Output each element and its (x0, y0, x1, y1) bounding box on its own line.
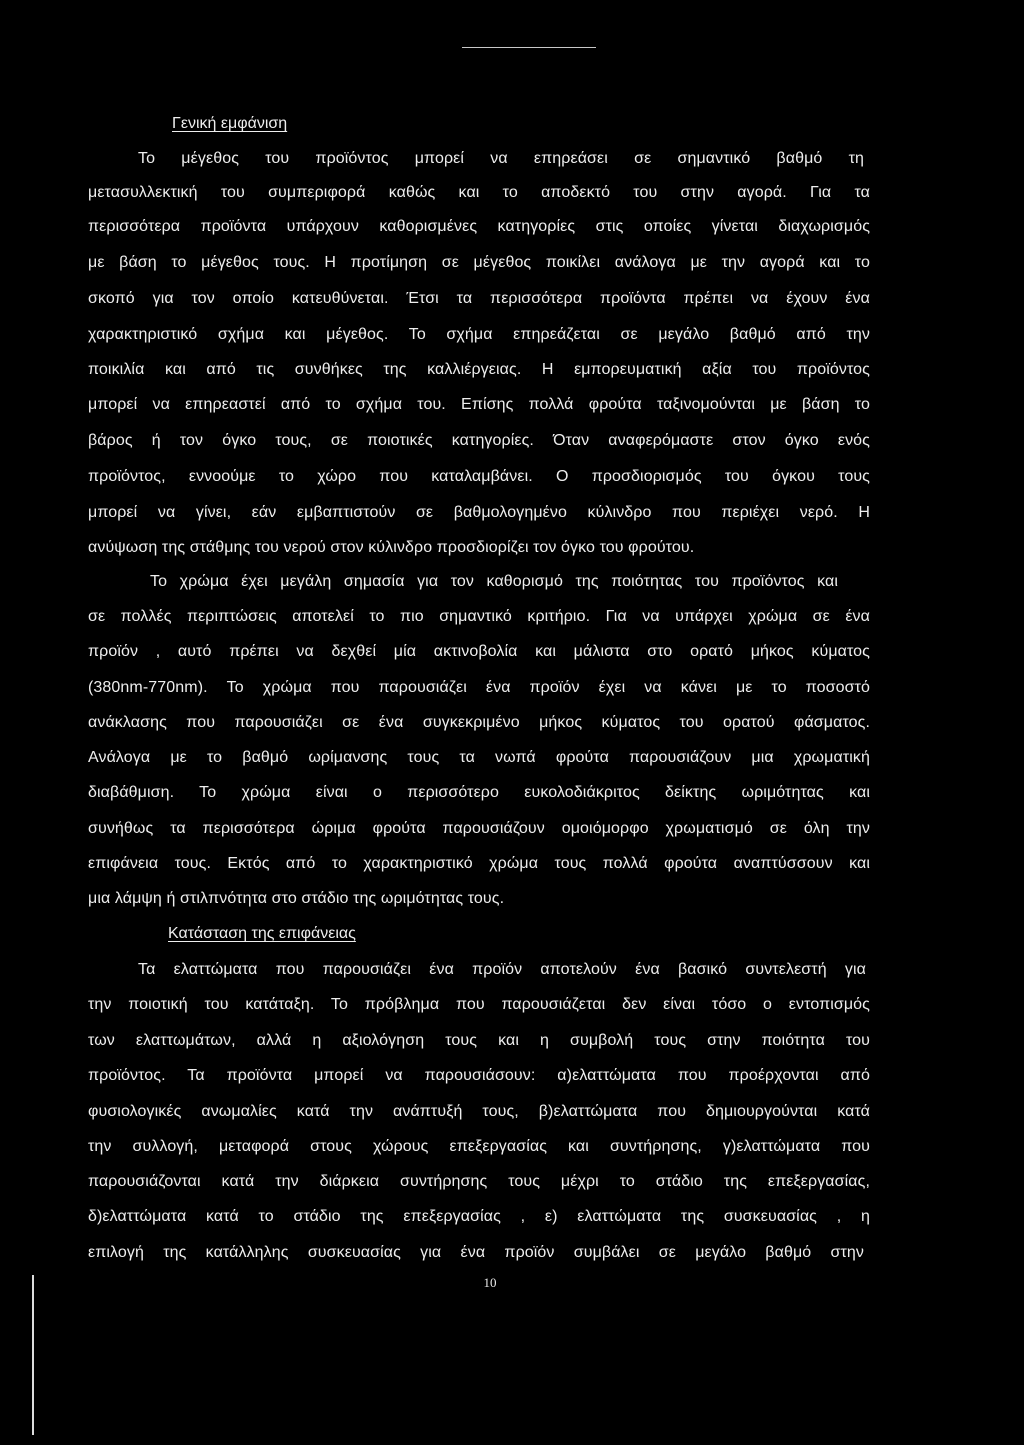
paragraph-size-line: ανύψωση της στάθμης του νερού στον κύλινδρο προσδιορίζει τον όγκο του φρούτου. (88, 539, 695, 556)
paragraph-surface-line: την ποιοτική του κατάταξη. Το πρόβλημα που παρουσιάζεται δεν είναι τόσο ο εντοπισμός (88, 996, 870, 1013)
paragraph-color-line: επιφάνεια τους. Εκτός από το χαρακτηριστικό χρώμα τους πολλά φρούτα αναπτύσσουν και (88, 855, 870, 872)
paragraph-color-line: Το χρώμα έχει μεγάλη σημασία για τον καθορισμό της ποιότητας του προϊόντος και (150, 573, 838, 590)
paragraph-color-line: διαβάθμιση. Το χρώμα είναι ο περισσότερο ευκολοδιάκριτος δείκτης ωριμότητας και (88, 784, 870, 801)
top-rule (462, 47, 596, 48)
paragraph-size-line: Το μέγεθος του προϊόντος μπορεί να επηρεάσει σε σημαντικό βαθμό τη (138, 150, 864, 167)
paragraph-surface-line: παρουσιάζονται κατά την διάρκεια συντήρησης τους μέχρι το στάδιο της επεξεργασίας, (88, 1173, 870, 1190)
paragraph-size-line: μπορεί να γίνει, εάν εμβαπτιστούν σε βαθμολογημένο κύλινδρο που περιέχει νερό. Η (88, 504, 870, 521)
paragraph-size-line: χαρακτηριστικό σχήμα και μέγεθος. Το σχήμα επηρεάζεται σε μεγάλο βαθμό από την (88, 326, 870, 343)
paragraph-size-line: περισσότερα προϊόντα υπάρχουν καθορισμένες κατηγορίες στις οποίες γίνεται διαχωρισμός (88, 218, 870, 235)
paragraph-size-line: βάρος ή τον όγκο τους, σε ποιοτικές κατηγορίες. Όταν αναφερόμαστε στον όγκο ενός (88, 432, 870, 449)
paragraph-surface-line: των ελαττωμάτων, αλλά η αξιολόγηση τους και η συμβολή τους στην ποιότητα του (88, 1032, 870, 1049)
paragraph-color-line: προϊόν , αυτό πρέπει να δεχθεί μία ακτινοβολία και μάλιστα στο ορατό μήκος κύματος (88, 643, 870, 660)
paragraph-size-line: με βάση το μέγεθος τους. Η προτίμηση σε μέγεθος ποικίλει ανάλογα με την αγορά και το (88, 254, 870, 271)
paragraph-color-line: ανάκλασης που παρουσιάζει σε ένα συγκεκριμένο μήκος κύματος του ορατού φάσματος. (88, 714, 870, 731)
page-number: 10 (483, 1275, 497, 1290)
paragraph-surface-line: προϊόντος. Τα προϊόντα μπορεί να παρουσιάσουν: α)ελαττώματα που προέρχονται από (88, 1067, 870, 1084)
paragraph-size-line: μπορεί να επηρεαστεί από το σχήμα του. Επίσης πολλά φρούτα ταξινομούνται με βάση το (88, 396, 870, 413)
paragraph-surface-line: επιλογή της κατάλληλης συσκευασίας για ένα προϊόν συμβάλει σε μεγάλο βαθμό στην (88, 1244, 864, 1261)
paragraph-surface-line: δ)ελαττώματα κατά το στάδιο της επεξεργασίας , ε) ελαττώματα της συσκευασίας , η (88, 1208, 870, 1225)
paragraph-size-line: σκοπό για τον οποίο κατευθύνεται. Έτσι τα περισσότερα προϊόντα πρέπει να έχουν ένα (88, 290, 870, 307)
heading-general-appearance: Γενική εμφάνιση (172, 115, 288, 132)
paragraph-surface-line: την συλλογή, μεταφορά στους χώρους επεξεργασίας και συντήρησης, γ)ελαττώματα που (88, 1138, 870, 1155)
margin-bar (32, 1275, 34, 1435)
heading-surface-condition: Κατάσταση της επιφάνειας (168, 925, 356, 942)
paragraph-surface-line: Τα ελαττώματα που παρουσιάζει ένα προϊόν αποτελούν ένα βασικό συντελεστή για (138, 961, 866, 978)
paragraph-color-line: συνήθως τα περισσότερα ώριμα φρούτα παρουσιάζουν ομοιόμορφο χρωματισμό σε όλη την (88, 820, 870, 837)
paragraph-size-line: ποικιλία και από τις συνθήκες της καλλιέργειας. Η εμπορευματική αξία του προϊόντος (88, 361, 870, 378)
paragraph-size-line: μετασυλλεκτική του συμπεριφορά καθώς και το αποδεκτό του στην αγορά. Για τα (88, 184, 870, 201)
paragraph-color-line: (380nm-770nm). Το χρώμα που παρουσιάζει ένα προϊόν έχει να κάνει με το ποσοστό (88, 679, 870, 696)
paragraph-color-line: Ανάλογα με το βαθμό ωρίμανσης τους τα νωπά φρούτα παρουσιάζουν μια χρωματική (88, 749, 870, 766)
paragraph-size-line: προϊόντος, εννοούμε το χώρο που καταλαμβάνει. Ο προσδιορισμός του όγκου τους (88, 468, 870, 485)
paragraph-color-line: σε πολλές περιπτώσεις αποτελεί το πιο σημαντικό κριτήριο. Για να υπάρχει χρώμα σε ένα (88, 608, 870, 625)
paragraph-surface-line: φυσιολογικές ανωμαλίες κατά την ανάπτυξή τους, β)ελαττώματα που δημιουργούνται κατά (88, 1103, 870, 1120)
paragraph-color-line: μια λάμψη ή στιλπνότητα στο στάδιο της ωριμότητας τους. (88, 890, 505, 907)
